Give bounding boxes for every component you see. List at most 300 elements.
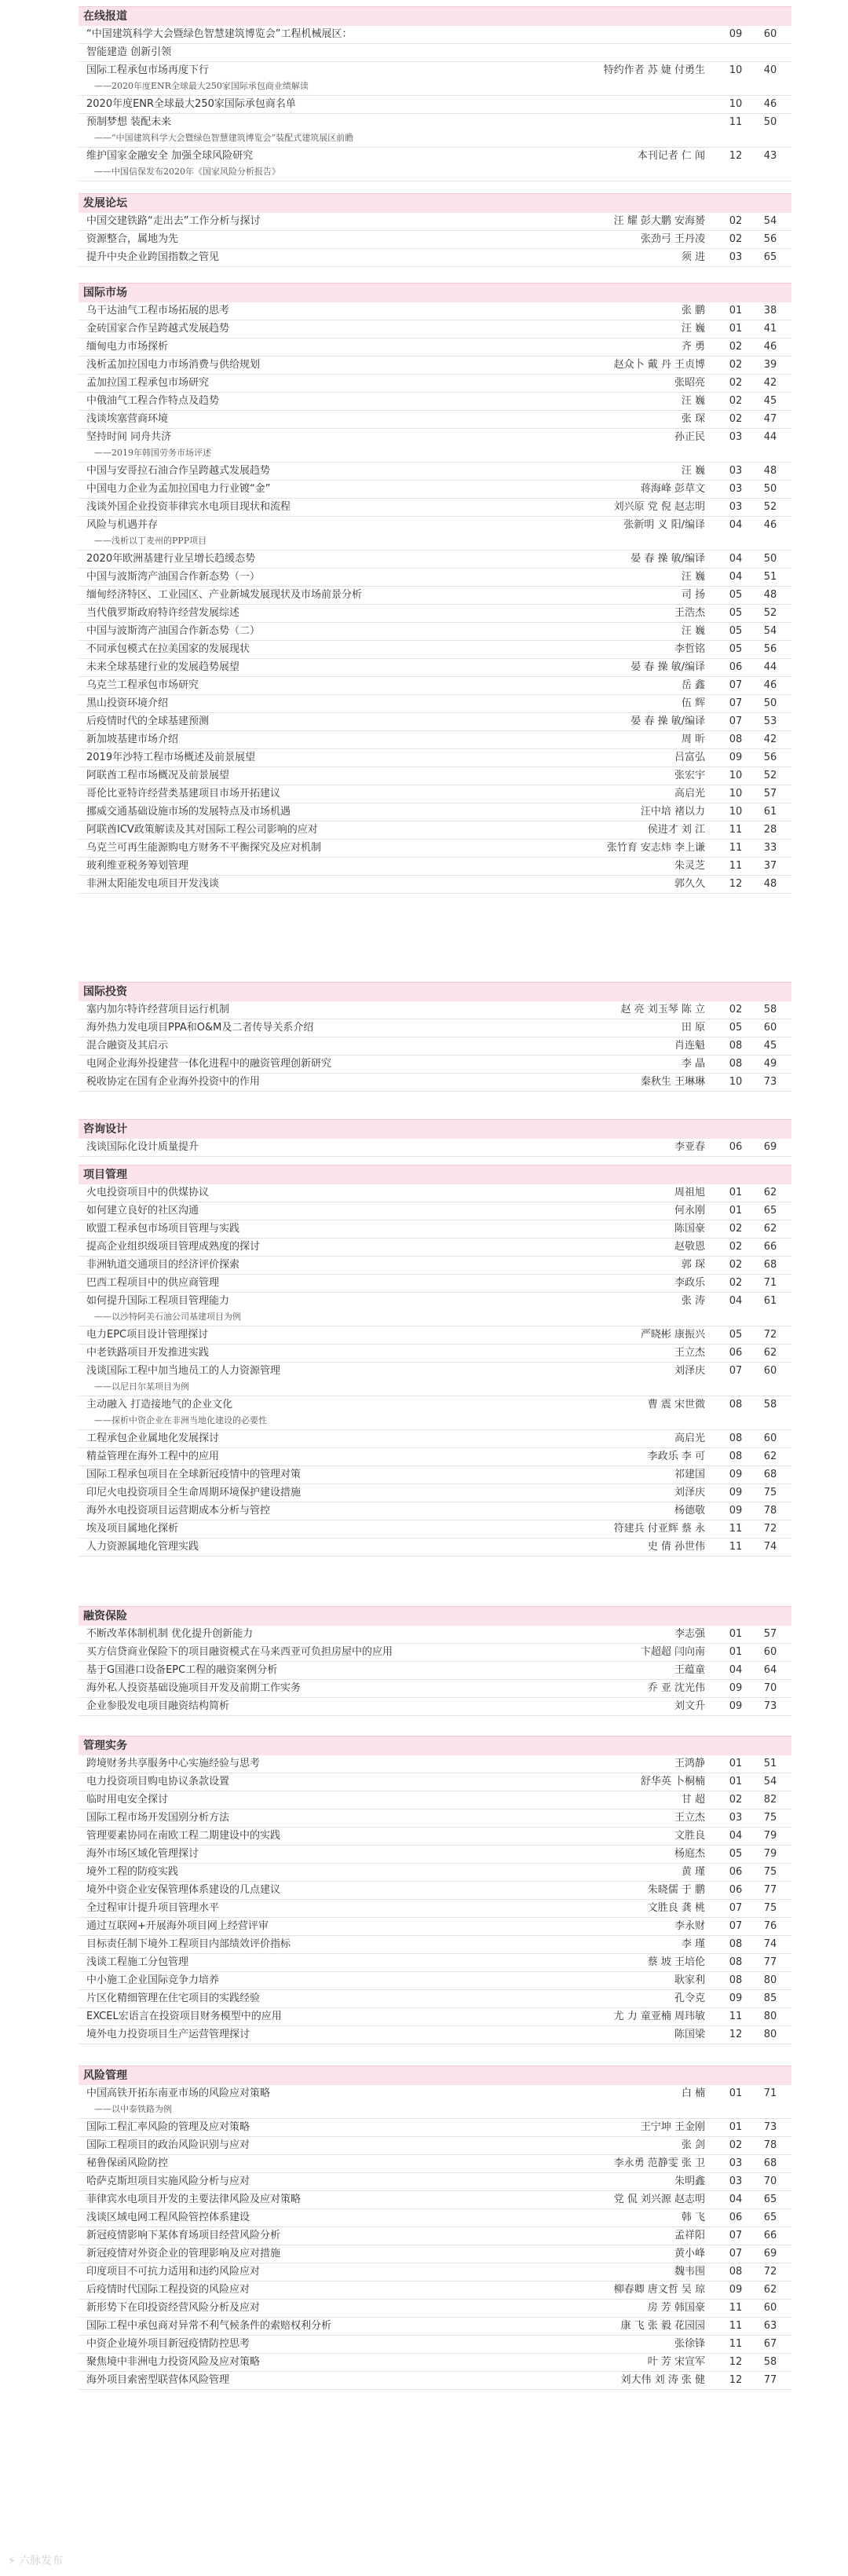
article-row	[79, 411, 791, 429]
article-subtitle: ——以沙特阿美石油公司基建项目为例	[94, 1312, 241, 1322]
article-row	[79, 213, 791, 231]
page-number: 52	[763, 770, 777, 781]
issue-number: 05	[729, 643, 743, 655]
article-title: 全过程审计提升项目管理水平	[86, 1902, 220, 1914]
article-row	[79, 2209, 791, 2227]
article-author: 汪 巍	[681, 395, 705, 407]
article-author: 刘泽庆	[674, 1487, 705, 1498]
page-number: 75	[763, 1812, 777, 1824]
article-author: 柳春卿 唐文哲 吴 琼	[613, 2284, 705, 2296]
article-title: 挪威交通基础设施市场的发展特点及市场机遇	[86, 806, 291, 818]
article-row	[79, 840, 791, 858]
article-title: 国际工程汇率风险的管理及应对策略	[86, 2121, 250, 2133]
page-number: 62	[763, 1223, 777, 1235]
page-number: 53	[763, 715, 777, 727]
article-author: 白 楠	[681, 2088, 705, 2099]
section	[79, 1606, 791, 1716]
article-author: 郭久久	[674, 878, 705, 890]
article-author: 刘大伟 刘 涛 张 健	[620, 2374, 705, 2386]
page-number: 68	[763, 2157, 777, 2169]
article-title: 精益管理在海外工程中的应用	[86, 1451, 220, 1462]
article-row	[79, 1139, 791, 1157]
article-row	[79, 1239, 791, 1257]
issue-number: 06	[729, 661, 743, 673]
article-author: 汪 耀 彭大鹏 安海赟	[613, 215, 705, 227]
article-row	[79, 2300, 791, 2318]
issue-number: 01	[729, 305, 743, 317]
article-title: EXCEL宏语言在投资项目财务模型中的应用	[86, 2011, 282, 2022]
issue-number: 06	[729, 1866, 743, 1878]
article-author: 孔令克	[674, 1992, 705, 2004]
article-row	[79, 1828, 791, 1846]
page-number: 41	[763, 323, 777, 335]
issue-number: 01	[729, 1628, 743, 1640]
issue-number: 09	[729, 1700, 743, 1712]
article-author: 乔 亚 沈光伟	[647, 1682, 705, 1694]
page-number: 46	[763, 341, 777, 353]
page-number: 51	[763, 1758, 777, 1769]
article-author: 尤 力 童亚楠 周玮敏	[613, 2011, 705, 2022]
article-title: 国际工程项目的政治风险识别与应对	[86, 2139, 250, 2151]
article-row	[79, 1755, 791, 1773]
article-title: 主动融入 打造接地气的企业文化	[86, 1399, 233, 1411]
page-number: 60	[763, 1022, 777, 1034]
article-title: 如何提升国际工程项目管理能力	[86, 1295, 230, 1307]
article-row	[79, 821, 791, 840]
issue-number: 12	[729, 2029, 743, 2040]
article-row	[79, 1791, 791, 1809]
article-author: 肖连魁	[674, 1040, 705, 1052]
issue-number: 12	[729, 2374, 743, 2386]
article-author: 张 琛	[681, 413, 705, 425]
issue-number: 05	[729, 1329, 743, 1341]
article-row	[79, 1502, 791, 1520]
issue-number: 02	[729, 1259, 743, 1271]
article-row	[79, 749, 791, 767]
article-author: 舒华英 卜桐楠	[640, 1776, 705, 1787]
article-row	[79, 785, 791, 803]
section-title: 在线报道	[79, 6, 791, 26]
article-title: 缅甸电力市场探析	[86, 341, 169, 353]
page-number: 75	[763, 1487, 777, 1498]
article-title: 不同承包模式在拉美国家的发展现状	[86, 643, 250, 655]
article-author: 朱明鑫	[674, 2175, 705, 2187]
issue-number: 11	[729, 824, 743, 836]
page-number: 50	[763, 483, 777, 495]
article-row	[79, 1074, 791, 1092]
article-title: 缅甸经济特区、工业园区、产业新城发展现状及市场前景分析	[86, 589, 363, 601]
page-number: 40	[763, 64, 777, 76]
page-number: 62	[763, 2284, 777, 2296]
issue-number: 02	[729, 1223, 743, 1235]
issue-number: 07	[729, 2248, 743, 2259]
issue-number: 03	[729, 251, 743, 263]
issue-number: 02	[729, 377, 743, 389]
article-row	[79, 375, 791, 393]
page-number: 74	[763, 1541, 777, 1553]
issue-number: 09	[729, 1487, 743, 1498]
article-row	[79, 2336, 791, 2354]
article-title: 预制梦想 装配未来	[86, 116, 172, 128]
issue-number: 07	[729, 1902, 743, 1914]
issue-number: 09	[729, 2284, 743, 2296]
article-row	[79, 393, 791, 411]
article-title: 2020年度ENR全球最大250家国际承包商名单	[86, 98, 296, 110]
article-row	[79, 2372, 791, 2390]
article-title: 哈萨克斯坦项目实施风险分析与应对	[86, 2175, 250, 2187]
article-row	[79, 2191, 791, 2209]
article-title: 埃及项目属地化探析	[86, 1523, 179, 1535]
issue-number: 07	[729, 679, 743, 691]
article-row	[79, 1396, 791, 1430]
article-author: 本刊记者 仁 闻	[637, 150, 705, 162]
article-title: 印度项目不可抗力适用和违约风险应对	[86, 2266, 261, 2278]
issue-number: 08	[729, 1974, 743, 1986]
issue-number: 10	[729, 1076, 743, 1088]
page-number: 80	[763, 2011, 777, 2022]
section-title: 国际投资	[79, 982, 791, 1001]
page-number: 58	[763, 1004, 777, 1015]
article-author: 晏 春 操 敏/编译	[631, 715, 705, 727]
issue-number: 05	[729, 1848, 743, 1860]
issue-number: 11	[729, 1541, 743, 1553]
issue-number: 08	[729, 1451, 743, 1462]
article-title: 浅谈国际化设计质量提升	[86, 1141, 199, 1153]
article-title: 菲律宾水电项目开发的主要法律风险及应对策略	[86, 2194, 302, 2205]
article-row	[79, 357, 791, 375]
article-title: 基于G国港口设备EPC工程的融资案例分析	[86, 1664, 278, 1676]
article-row	[79, 1680, 791, 1698]
page-number: 72	[763, 2266, 777, 2278]
article-title: 通过互联网+开展海外项目网上经营评审	[86, 1920, 269, 1932]
page-number: 71	[763, 2088, 777, 2099]
article-author: 耿家利	[674, 1974, 705, 1986]
page-number: 70	[763, 2175, 777, 2187]
page-number: 44	[763, 661, 777, 673]
article-author: 赵众卜 戴 丹 王贞博	[613, 359, 705, 371]
article-title: 中资企业境外项目新冠疫情防控思考	[86, 2338, 250, 2350]
article-row	[79, 2318, 791, 2336]
article-row	[79, 1864, 791, 1882]
issue-number: 11	[729, 2302, 743, 2314]
section	[79, 1165, 791, 1557]
issue-number: 04	[729, 1295, 743, 1307]
article-row	[79, 2119, 791, 2137]
issue-number: 05	[729, 1022, 743, 1034]
article-author: 伍 辉	[681, 697, 705, 709]
page-number: 46	[763, 519, 777, 531]
article-author: 李永勇 范静雯 张 卫	[613, 2157, 705, 2169]
page-number: 78	[763, 2139, 777, 2151]
section	[79, 283, 791, 894]
article-title: 后疫情时代国际工程投资的风险应对	[86, 2284, 250, 2296]
article-title: 浅谈国际工程中加当地员工的人力资源管理	[86, 1365, 281, 1377]
page-number: 52	[763, 607, 777, 619]
article-author: 朱灵芝	[674, 860, 705, 872]
page-number: 60	[763, 1365, 777, 1377]
article-title: 中国与安哥拉石油合作呈跨越式发展趋势	[86, 465, 271, 477]
article-author: 司 扬	[681, 589, 705, 601]
article-title: 海外热力发电项目PPA和O&M及二者传导关系介绍	[86, 1022, 314, 1034]
issue-number: 04	[729, 519, 743, 531]
article-author: 王立杰	[674, 1812, 705, 1824]
page-number: 56	[763, 752, 777, 763]
page-number: 65	[763, 1205, 777, 1217]
article-title: 非洲轨道交通项目的经济评价探索	[86, 1259, 240, 1271]
issue-number: 12	[729, 2356, 743, 2368]
page-number: 67	[763, 2338, 777, 2350]
article-row	[79, 1184, 791, 1202]
article-title: 境外中资企业安保管理体系建设的几点建议	[86, 1884, 281, 1896]
article-row	[79, 499, 791, 517]
article-title: 后疫情时代的全球基建预测	[86, 715, 210, 727]
article-author: 须 进	[681, 251, 705, 263]
article-row	[79, 767, 791, 785]
issue-number: 09	[729, 1682, 743, 1694]
article-author: 齐 勇	[681, 341, 705, 353]
article-title: 火电投资项目中的供煤协议	[86, 1187, 210, 1198]
article-author: 张徐锋	[674, 2338, 705, 2350]
article-title: 新冠疫情对外资企业的管理影响及应对措施	[86, 2248, 281, 2259]
article-author: 文胜良	[674, 1830, 705, 1842]
issue-number: 08	[729, 1433, 743, 1444]
page-number: 54	[763, 215, 777, 227]
section	[79, 2066, 791, 2390]
article-author: 岳 鑫	[681, 679, 705, 691]
page-number: 58	[763, 2356, 777, 2368]
issue-number: 09	[729, 752, 743, 763]
issue-number: 02	[729, 341, 743, 353]
issue-number: 04	[729, 1830, 743, 1842]
issue-number: 08	[729, 1399, 743, 1411]
article-title: 中俄油气工程合作特点及趋势	[86, 395, 220, 407]
article-row	[79, 1644, 791, 1662]
issue-number: 11	[729, 860, 743, 872]
page-number: 56	[763, 643, 777, 655]
article-row	[79, 1882, 791, 1900]
issue-number: 01	[729, 1205, 743, 1217]
article-author: 黄 瑾	[681, 1866, 705, 1878]
article-title: 电力EPC项目设计管理探讨	[86, 1329, 209, 1341]
article-author: 汪 巍	[681, 465, 705, 477]
article-row	[79, 551, 791, 569]
article-row	[79, 148, 791, 181]
issue-number: 02	[729, 1794, 743, 1806]
article-row	[79, 1936, 791, 1954]
page-number: 79	[763, 1848, 777, 1860]
article-row	[79, 1972, 791, 1990]
article-row	[79, 429, 791, 463]
article-row	[79, 1056, 791, 1074]
issue-number: 09	[729, 1992, 743, 2004]
article-row	[79, 623, 791, 641]
article-title: 不断改革体制机制 优化提升创新能力	[86, 1628, 254, 1640]
page-number: 71	[763, 1277, 777, 1289]
page-number: 48	[763, 878, 777, 890]
article-title: 人力资源属地化管理实践	[86, 1541, 199, 1553]
article-author: 李亚春	[674, 1141, 705, 1153]
article-author: 卞超超 闫向南	[640, 1646, 705, 1658]
article-title: 坚持时间 同舟共济	[86, 431, 172, 443]
article-row	[79, 463, 791, 481]
page-number: 60	[763, 2302, 777, 2314]
article-author: 晏 春 操 敏/编译	[631, 661, 705, 673]
article-row	[79, 876, 791, 894]
article-title: 欧盟工程承包市场项目管理与实践	[86, 1223, 240, 1235]
article-author: 杨德敬	[674, 1505, 705, 1517]
issue-number: 02	[729, 215, 743, 227]
article-author: 曹 震 宋世微	[647, 1399, 705, 1411]
article-title: 企业参股发电项目融资结构简析	[86, 1700, 230, 1712]
section	[79, 1736, 791, 2044]
article-author: 孟祥阳	[674, 2230, 705, 2241]
article-row	[79, 1257, 791, 1275]
article-author: 党 侃 刘兴源 赵志明	[613, 2194, 705, 2205]
article-title: 如何建立良好的社区沟通	[86, 1205, 199, 1217]
article-author: 魏韦围	[674, 2266, 705, 2278]
article-author: 李 晶	[681, 1058, 705, 1070]
page-number: 61	[763, 806, 777, 818]
issue-number: 02	[729, 1241, 743, 1253]
article-author: 史 倩 孙世伟	[647, 1541, 705, 1553]
issue-number: 07	[729, 1920, 743, 1932]
page-number: 63	[763, 2320, 777, 2332]
article-subtitle: ——以尼日尔某项目为例	[94, 1381, 189, 1392]
article-row	[79, 1202, 791, 1220]
article-subtitle: ——以中泰铁路为例	[94, 2104, 172, 2114]
article-title: 管理要素协同在南欧工程二期建设中的实践	[86, 1830, 281, 1842]
issue-number: 08	[729, 1058, 743, 1070]
page-number: 28	[763, 824, 777, 836]
article-title: 中国交建铁路“走出去”工作分析与探讨	[86, 215, 261, 227]
article-author: 周祖旭	[674, 1187, 705, 1198]
article-title: 印尼火电投资项目全生命周期环境保护建设措施	[86, 1487, 302, 1498]
issue-number: 02	[729, 1004, 743, 1015]
article-author: 张宏宇	[674, 770, 705, 781]
issue-number: 10	[729, 806, 743, 818]
article-author: 严晓彬 康振兴	[640, 1329, 705, 1341]
section-title: 国际市场	[79, 283, 791, 302]
issue-number: 11	[729, 842, 743, 854]
article-row	[79, 2354, 791, 2372]
article-title: 中国与波斯湾产油国合作新态势（一）	[86, 571, 261, 583]
article-author: 李永财	[674, 1920, 705, 1932]
article-row	[79, 1001, 791, 1019]
article-title: 乌克兰可再生能源购电方财务不平衡探究及应对机制	[86, 842, 322, 854]
article-row	[79, 1275, 791, 1293]
article-author: 陈国梁	[674, 2029, 705, 2040]
article-author: 王宁坤 王金刚	[640, 2121, 705, 2133]
issue-number: 08	[729, 1938, 743, 1950]
article-title: 境外工程的防疫实践	[86, 1866, 179, 1878]
issue-number: 04	[729, 1664, 743, 1676]
article-row	[79, 1918, 791, 1936]
issue-number: 06	[729, 1884, 743, 1896]
article-author: 汪中培 褚以力	[640, 806, 705, 818]
issue-number: 11	[729, 116, 743, 128]
page-number: 60	[763, 1433, 777, 1444]
page-number: 70	[763, 1682, 777, 1694]
issue-number: 10	[729, 770, 743, 781]
article-row	[79, 1954, 791, 1972]
article-title: 浅谈工程施工分包管理	[86, 1956, 189, 1968]
article-row	[79, 338, 791, 357]
article-title: 非洲太阳能发电项目开发浅谈	[86, 878, 220, 890]
article-author: 张劲弓 王丹凌	[640, 233, 705, 245]
article-title: 浅谈外国企业投资菲律宾水电项目现状和流程	[86, 501, 291, 513]
page-number: 50	[763, 116, 777, 128]
article-author: 汪 巍	[681, 323, 705, 335]
issue-number: 01	[729, 1758, 743, 1769]
article-row	[79, 2008, 791, 2026]
article-author: 李 瑾	[681, 1938, 705, 1950]
article-title: 海外市场区域化管理探讨	[86, 1848, 199, 1860]
article-author: 韩 飞	[681, 2212, 705, 2223]
article-title: 海外项目索密型联营体风险管理	[86, 2374, 230, 2386]
article-title: 秘鲁保函风险防控	[86, 2157, 169, 2169]
page-number: 45	[763, 1040, 777, 1052]
article-title: 新形势下在印投资经营风险分析及应对	[86, 2302, 261, 2314]
article-row	[79, 858, 791, 876]
issue-number: 02	[729, 395, 743, 407]
article-author: 高启光	[674, 788, 705, 800]
issue-number: 03	[729, 431, 743, 443]
article-row	[79, 1626, 791, 1644]
issue-number: 06	[729, 1347, 743, 1359]
article-title: 未来全球基建行业的发展趋势展望	[86, 661, 240, 673]
issue-number: 01	[729, 323, 743, 335]
page-number: 64	[763, 1664, 777, 1676]
article-title: 国际工程市场开发国别分析方法	[86, 1812, 230, 1824]
article-title: 税收协定在国有企业海外投资中的作用	[86, 1076, 261, 1088]
section-title: 咨询设计	[79, 1119, 791, 1139]
issue-number: 01	[729, 2088, 743, 2099]
issue-number: 11	[729, 2338, 743, 2350]
article-title: 中老铁路项目开发推进实践	[86, 1347, 210, 1359]
article-title: 金砖国家合作呈跨越式发展趋势	[86, 323, 230, 335]
article-row	[79, 1326, 791, 1345]
article-row	[79, 231, 791, 249]
article-title: 海外水电投资项目运营期成本分析与管控	[86, 1505, 271, 1517]
issue-number: 08	[729, 1956, 743, 1968]
article-row	[79, 587, 791, 605]
article-author: 张 涛	[681, 1295, 705, 1307]
article-row	[79, 44, 791, 62]
issue-number: 10	[729, 788, 743, 800]
article-author: 赵 亮 刘玉琴 陈 立	[620, 1004, 705, 1015]
page-number: 57	[763, 788, 777, 800]
article-title: 智能建造 创新引领	[86, 46, 172, 58]
article-title: 目标责任制下境外工程项目内部绩效评价指标	[86, 1938, 291, 1950]
issue-number: 12	[729, 878, 743, 890]
issue-number: 09	[729, 1469, 743, 1480]
article-title: 跨境财务共享服务中心实施经验与思考	[86, 1758, 261, 1769]
issue-number: 01	[729, 1187, 743, 1198]
article-row	[79, 1484, 791, 1502]
page-number: 75	[763, 1902, 777, 1914]
page-number: 42	[763, 377, 777, 389]
article-row	[79, 1520, 791, 1539]
section	[79, 193, 791, 267]
article-title: 阿联酋ICV政策解读及其对国际工程公司影响的应对	[86, 824, 318, 836]
article-title: 浅析孟加拉国电力市场消费与供给规划	[86, 359, 261, 371]
article-row	[79, 249, 791, 267]
article-row	[79, 1037, 791, 1056]
article-title: 新加坡基建市场介绍	[86, 734, 179, 745]
article-title: 黑山投资环境介绍	[86, 697, 169, 709]
page-number: 80	[763, 1974, 777, 1986]
article-author: 康 飞 张 毅 花园园	[620, 2320, 705, 2332]
